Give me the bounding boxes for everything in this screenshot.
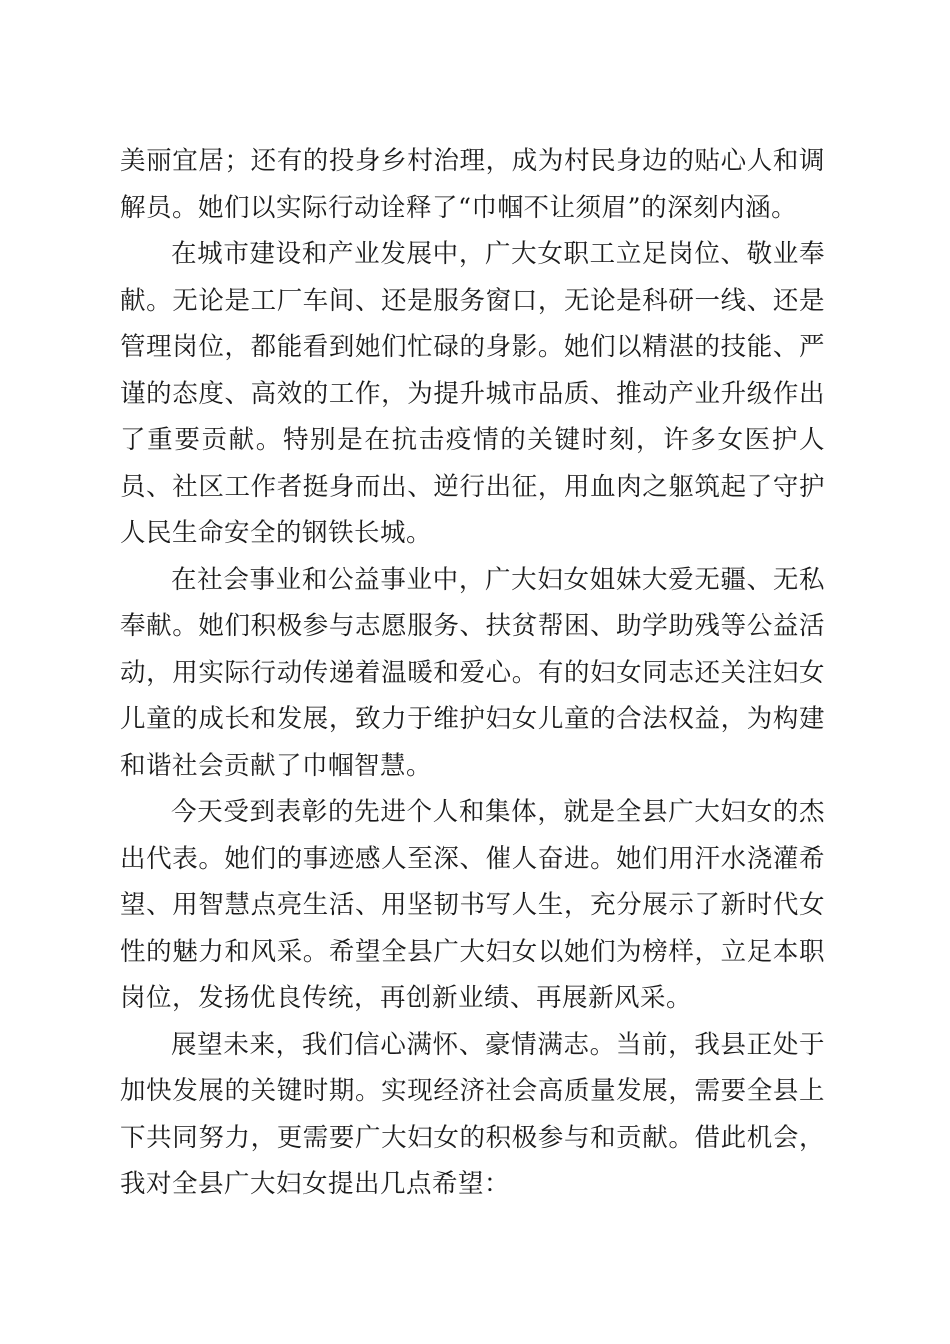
paragraph-1: 美丽宜居；还有的投身乡村治理，成为村民身边的贴心人和调解员。她们以实际行动诠释了“巾帼不让须眉”的深刻内涵。 (120, 146, 825, 223)
paragraph-3: 在社会事业和公益事业中，广大妇女姐妹大爱无疆、无私奉献。她们积极参与志愿服务、扶贫帮困、助学助残等公益活动，用实际行动传递着温暖和爱心。有的妇女同志还关注妇女儿童的成长和发展，致力于维护妇女儿童的合法权益，为构建和谐社会贡献了巾帼智慧。 (120, 564, 825, 781)
paragraph-4: 今天受到表彰的先进个人和集体，就是全县广大妇女的杰出代表。她们的事迹感人至深、催人奋进。她们用汗水浇灌希望、用智慧点亮生活、用坚韧书写人生，充分展示了新时代女性的魅力和风采。希望全县广大妇女以她们为榜样，立足本职岗位，发扬优良传统，再创新业绩、再展新风采。 (120, 797, 825, 1013)
paragraph-2: 在城市建设和产业发展中，广大女职工立足岗位、敬业奉献。无论是工厂车间、还是服务窗口，无论是科研一线、还是管理岗位，都能看到她们忙碌的身影。她们以精湛的技能、严谨的态度、高效的工作，为提升城市品质、推动产业升级作出了重要贡献。特别是在抗击疫情的关键时刻，许多女医护人员、社区工作者挺身而出、逆行出征，用血肉之躯筑起了守护人民生命安全的钢铁长城。 (120, 239, 825, 548)
document-page (120, 138, 825, 1208)
paragraph-5: 展望未来，我们信心满怀、豪情满志。当前，我县正处于加快发展的关键时期。实现经济社会高质量发展，需要全县上下共同努力，更需要广大妇女的积极参与和贡献。借此机会，我对全县广大妇女提出几点希望： (120, 1029, 825, 1199)
